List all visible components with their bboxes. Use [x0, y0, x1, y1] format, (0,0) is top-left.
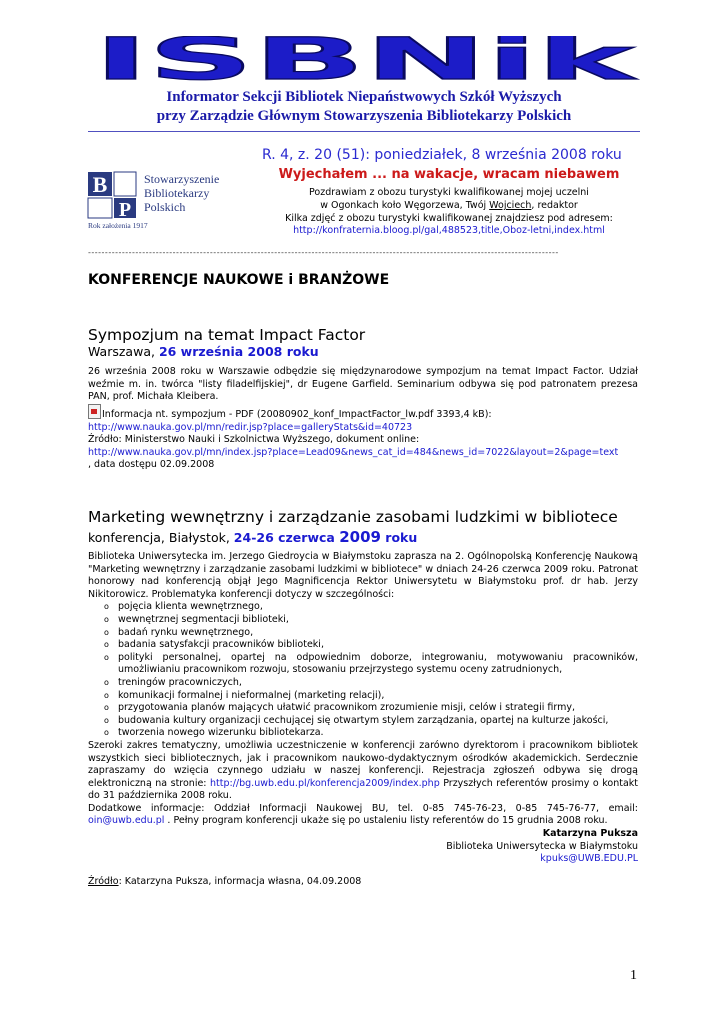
list-item: o tworzenia nowego wizerunku bibliotekarza. [88, 727, 638, 740]
article2-contact: Dodatkowe informacje: Oddział Informacji Naukowej BU, tel. 0-85 745-76-23, 0-85 745-76-77, email: oin@uwb.edu.pl . Pełny program konferencji ukaże się po ustaleniu listy referentów do 15 grudnia 2008 roku. [88, 802, 638, 827]
article2-body2: Szeroki zakres tematyczny, umożliwia uczestniczenie w konferencji zarówno dyrektorom i pracownikom bibliotek wszystkich sieci bibliotecznych, jak i pracownikom naukowo-dydaktycznym ośrodków akademickich. Serdecznie zapraszamy do wzięcia czynnego udziału w naszej konferencji. Rejestracja zgłoszeń odbywa się drogą elektroniczną na stronie: http://bg.uwb.edu.pl/konferencja2009/index.php Przyszłych referentów prosimy o kontakt do 31 października 2008 roku. [88, 739, 638, 802]
article1-source-label: Źródło: Ministerstwo Nauki i Szkolnictwa Wyższego, dokument online: [88, 434, 420, 446]
article1-body: 26 września 2008 roku w Warszawie odbędzie się międzynarodowe sympozjum na temat Impact Factor. Udział weźmie m. in. twórca "listy filadelfijskiej", dr Eugene Garfield. Seminarium odbywa się pod patronatem prezesa PAN, prof. Michała Kleibera. [88, 366, 638, 403]
masthead-subtitle-line1: Informator Sekcji Bibliotek Niepaństwowych Szkół Wyższych [166, 89, 562, 105]
article1-pdf-block [88, 404, 638, 472]
article2-title: Marketing wewnętrzny i zarządzanie zasobami ludzkimi w bibliotece [88, 508, 618, 526]
list-item: o polityki personalnej, opartej na odpowiednim doborze, integrowaniu, motywowaniu pracowników, umożliwianiu pracownikom rozwoju, stosowaniu przejrzystego systemu oceny zatrudnionych, [88, 652, 638, 677]
sbp-name-line1: Stowarzyszenie [144, 172, 220, 186]
article2-intro: Biblioteka Uniwersytecka im. Jerzego Giedroycia w Białymstoku zaprasza na 2. Ogólnopolską Konferencję Naukową "Marketing wewnętrzny i zarządzanie zasobami ludzkimi w bibliotece" w dniach 24-26 czerwca 2009 roku. Patronat honorowy nad konferencją objął Jego Magnificencja Rektor Uniwersytetu w Białymstoku prof. dr hab. Jerzy Nikitorowicz. Problematyka konferencji dotyczy w szczególności: [88, 551, 638, 600]
notice-title: Wyjechałem ... na wakacje, wracam niebawem [278, 167, 620, 182]
article1-location: Warszawa, 26 września 2008 roku [88, 344, 319, 359]
article1-source-link[interactable]: http://www.nauka.gov.pl/mn/index.jsp?place=Lead09&news_cat_id=484&news_id=7022&layout=2&page=text [88, 446, 619, 458]
article1-pdf-link[interactable]: http://www.nauka.gov.pl/mn/redir.jsp?place=galleryStats&id=40723 [88, 421, 413, 433]
logo-text: ISBNik [94, 36, 638, 86]
sbp-name-line2: Bibliotekarzy [144, 186, 210, 200]
header-divider [88, 131, 640, 132]
article2-location: konferencja, Białystok, 24-26 czerwca 2009 roku [88, 528, 418, 546]
pdf-icon[interactable] [88, 404, 101, 419]
notice-line3: Kilka zdjęć z obozu turystyki kwalifikowanej znajdziesz pod adresem: [285, 213, 613, 224]
issue-line: R. 4, z. 20 (51): poniedziałek, 8 września 2008 roku [262, 147, 622, 163]
signature-org: Biblioteka Uniwersytecka w Białymstoku [446, 840, 638, 852]
list-item: o przygotowania planów mających ułatwić pracownikom zrozumienie misji, celów i strategii firmy, [88, 702, 638, 715]
list-item: o budowania kultury organizacji cechującej się otwartym stylem zarządzania, opartej na kulturze jakości, [88, 715, 638, 728]
article1-title: Sympozjum na temat Impact Factor [88, 326, 366, 344]
editor-name: Wojciech [489, 200, 532, 211]
contact-email-link[interactable]: oin@uwb.edu.pl [88, 815, 165, 827]
list-item: o komunikacji formalnej i nieformalnej (marketing relacji), [88, 690, 638, 703]
list-item: o treningów pracowniczych, [88, 677, 638, 690]
list-item: o badań rynku wewnętrznego, [88, 627, 638, 640]
masthead-subtitle-line2: przy Zarządzie Głównym Stowarzyszenia Bibliotekarzy Polskich [156, 108, 572, 124]
section-title: KONFERENCJE NAUKOWE i BRANŻOWE [88, 272, 390, 288]
list-item: o pojęcia klienta wewnętrznego, [88, 601, 638, 614]
sbp-initial-p: P [118, 199, 132, 221]
sbp-initial-b: B [92, 172, 108, 197]
article2-content [88, 551, 638, 888]
notice-line1: Pozdrawiam z obozu turystyki kwalifikowanej mojej uczelni [309, 187, 589, 198]
notice-gallery-link[interactable]: http://konfraternia.bloog.pl/gal,488523,title,Oboz-letni,index.html [293, 225, 605, 236]
registration-link[interactable]: http://bg.uwb.edu.pl/konferencja2009/index.php [210, 777, 440, 789]
signature-name: Katarzyna Puksza [542, 828, 638, 840]
sbp-founded: Rok założenia 1917 [88, 221, 148, 230]
topics-list [88, 601, 638, 740]
list-item: o badania satysfakcji pracowników biblioteki, [88, 639, 638, 652]
article1-date: 26 września 2008 roku [158, 344, 319, 359]
signature-email-link[interactable]: kpuks@UWB.EDU.PL [540, 853, 638, 865]
sbp-logo [86, 170, 254, 230]
dashed-separator: ------------------------------------------------------------------------------------------------------------------------------------------- [88, 248, 559, 257]
article1-access: , data dostępu 02.09.2008 [88, 459, 215, 471]
sbp-name-line3: Polskich [144, 200, 186, 214]
article1-pdf-info: Informacja nt. sympozjum - PDF (20080902_konf_ImpactFactor_lw.pdf 3393,4 kB): [102, 409, 492, 420]
article2-year: 2009 [339, 528, 381, 546]
article2-source: Źródło: Katarzyna Puksza, informacja własna, 04.09.2008 [88, 875, 362, 887]
notice-line2: w Ogonkach koło Węgorzewa, Twój Wojciech, redaktor [320, 200, 578, 211]
page-number: 1 [630, 968, 637, 983]
list-item: o wewnętrznej segmentacji biblioteki, [88, 614, 638, 627]
isbnik-logo [88, 36, 640, 86]
